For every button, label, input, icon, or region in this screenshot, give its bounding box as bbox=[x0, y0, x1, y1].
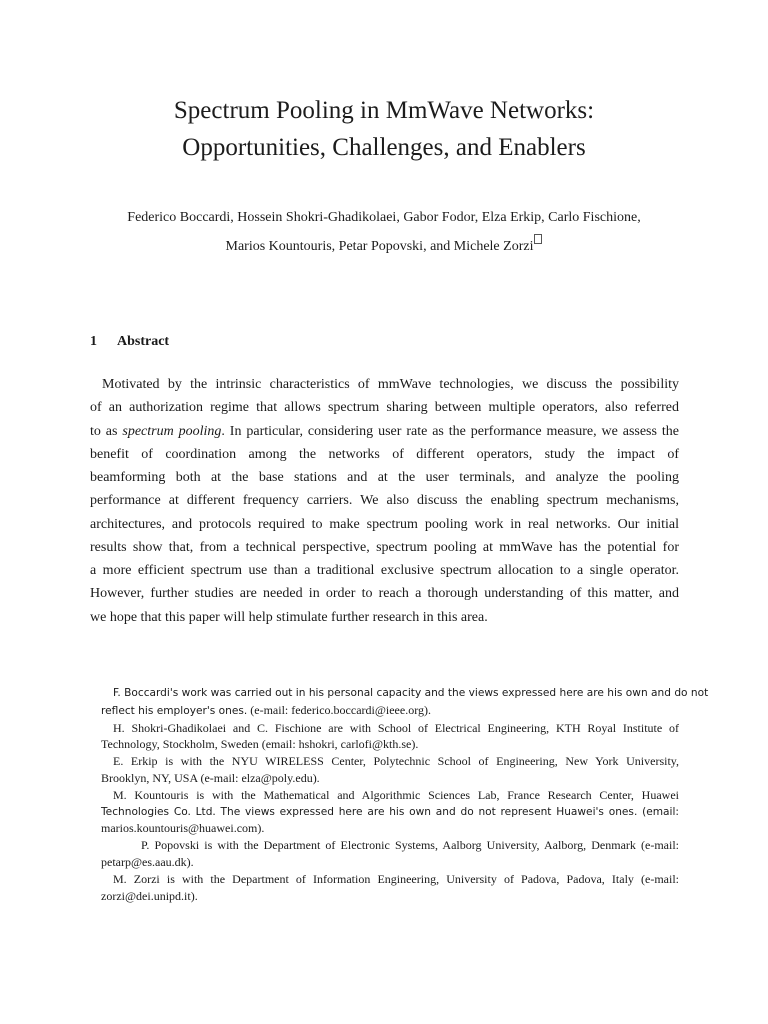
footnote-line: P. Popovski is with the Department of Electronic Systems, Aalborg University, Aalborg, Denmark (e-mail: bbox=[141, 838, 679, 853]
footnote-line: petarp@es.aau.dk). bbox=[101, 854, 194, 869]
footnote-line: E. Erkip is with the NYU WIRELESS Center, Polytechnic School of Engineering, New York University, bbox=[113, 754, 679, 769]
footnote-line bbox=[101, 702, 679, 720]
footnote-erkip bbox=[101, 753, 679, 787]
footnote-line: marios.kountouris@huawei.com). bbox=[101, 821, 265, 836]
footnote-marker-icon bbox=[534, 234, 542, 244]
abstract-line: we hope that this paper will help stimulate further research in this area. bbox=[90, 609, 488, 625]
footnote-shokri-fischione bbox=[101, 720, 679, 754]
footnote-line: zorzi@dei.unipd.it). bbox=[101, 888, 198, 903]
abstract-line-3-rest: . In particular, considering user rate as the performance measure, we assess the bbox=[221, 423, 679, 439]
abstract-line: However, further studies are needed in order to reach a thorough understanding of this matter, and bbox=[90, 586, 679, 602]
footnote-line: M. Kountouris is with the Mathematical and Algorithmic Sciences Lab, France Research Center, Huawei bbox=[113, 787, 679, 802]
section-title: Abstract bbox=[117, 334, 170, 349]
title-line-1: Spectrum Pooling in MmWave Networks: bbox=[173, 97, 595, 124]
abstract-line: performance at different frequency carriers. We also discuss the enabling spectrum mechanisms, bbox=[90, 493, 679, 509]
abstract-line-3 bbox=[90, 420, 679, 443]
footnote-kountouris bbox=[101, 787, 679, 837]
title-line-2: Opportunities, Challenges, and Enablers bbox=[182, 134, 586, 161]
footnote-line: F. Boccardi's work was carried out in his personal capacity and the views expressed here are his own and do not bbox=[113, 687, 709, 699]
abstract-line: architectures, and protocols required to make spectrum pooling work in real networks. Our initial bbox=[90, 516, 679, 532]
author-list bbox=[60, 203, 708, 261]
footnote-line: Brooklyn, NY, USA (e-mail: elza@poly.edu). bbox=[101, 770, 320, 785]
section-number: 1 bbox=[90, 334, 97, 349]
section-heading-abstract bbox=[90, 334, 169, 350]
footnote-line: Technology, Stockholm, Sweden (email: hshokri, carlofi@kth.se). bbox=[101, 737, 419, 752]
footnote-email: (e-mail: federico.boccardi@ieee.org). bbox=[247, 702, 431, 717]
footnote-popovski bbox=[101, 837, 679, 871]
footnote-line: M. Zorzi is with the Department of Information Engineering, University of Padova, Padova, Italy (e-mail: bbox=[113, 871, 679, 886]
footnote-line: H. Shokri-Ghadikolaei and C. Fischione are with School of Electrical Engineering, KTH Royal Institute of bbox=[113, 720, 679, 735]
abstract-line: beamforming both at the base stations and at the user terminals, and analyze the pooling bbox=[90, 470, 679, 485]
authors-line-2: Marios Kountouris, Petar Popovski, and Michele Zorzi bbox=[225, 239, 534, 254]
footnote-boccardi bbox=[101, 685, 709, 720]
authors-line-1: Federico Boccardi, Hossein Shokri-Ghadikolaei, Gabor Fodor, Elza Erkip, Carlo Fischione, bbox=[127, 210, 641, 225]
footnote-zorzi bbox=[101, 871, 679, 905]
footnote-line: Technologies Co. Ltd. The views expressed here are his own and do not represent Huawei's ones. (email: bbox=[101, 805, 679, 818]
abstract-emphasis: spectrum pooling bbox=[122, 423, 222, 439]
abstract-line: a more efficient spectrum use than a traditional exclusive spectrum allocation to a single operator. bbox=[90, 563, 679, 578]
authors-line-2-wrap bbox=[60, 232, 708, 261]
abstract-line-3-start: to as bbox=[90, 423, 123, 439]
abstract-line: Motivated by the intrinsic characteristics of mmWave technologies, we discuss the possibility bbox=[102, 377, 679, 392]
abstract-body bbox=[90, 373, 679, 629]
footnote-line-part: reflect his employer's ones. bbox=[101, 704, 248, 717]
abstract-line: of an authorization regime that allows spectrum sharing between multiple operators, also referred bbox=[90, 400, 679, 416]
abstract-line: results show that, from a technical perspective, spectrum pooling at mmWave has the potential for bbox=[90, 539, 679, 555]
abstract-line: benefit of coordination among the networks of different operators, study the impact of bbox=[90, 446, 679, 462]
paper-title bbox=[60, 92, 708, 166]
author-footnotes bbox=[101, 685, 709, 904]
